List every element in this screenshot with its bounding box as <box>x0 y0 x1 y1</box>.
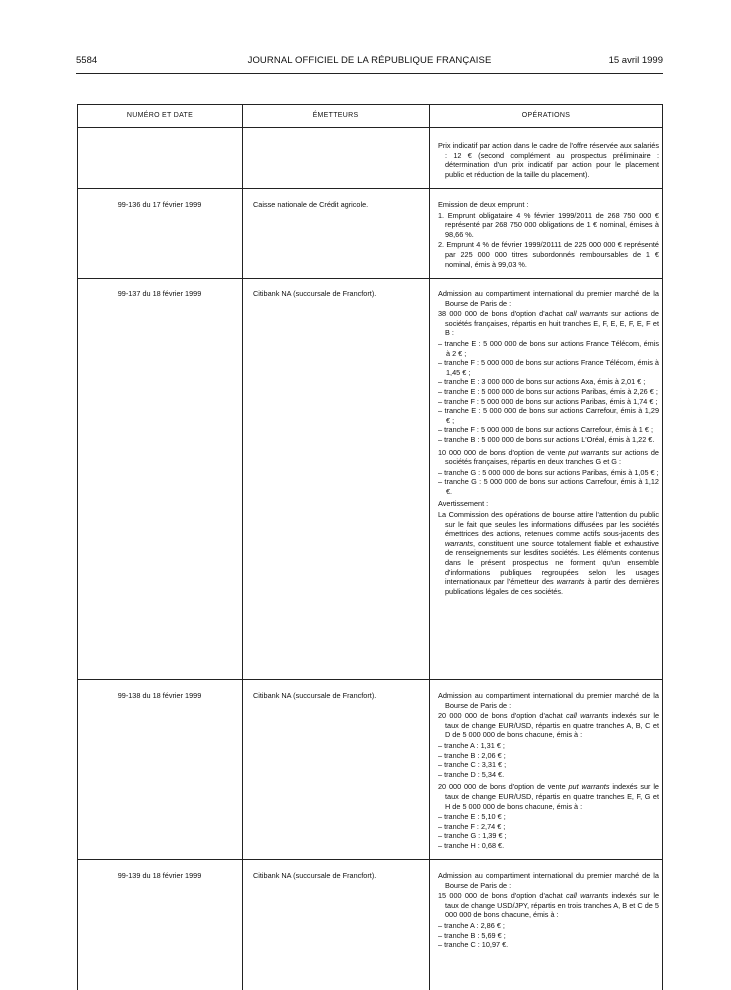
column-header-numero: NUMÉRO ET DATE <box>126 112 194 119</box>
row-number-date: 99-139 du 18 février 1999 <box>117 871 202 880</box>
tranche-item: – tranche C : 10,97 €. <box>438 940 509 950</box>
call-warrants-intro: 20 000 000 de bons d'option d'achat call warrants indexés sur le taux de change EUR/USD, répartis en quatre tranches A, B, C et D de 5 000 000 de bons chacune, émis à : <box>438 711 659 740</box>
call-warrants-intro: 15 000 000 de bons d'option d'achat call warrants indexés sur le taux de change USD/JPY, répartis en trois tranches A, B et C de 5 000 000 de bons chacune, émis à : <box>438 891 659 920</box>
column-header-emetteurs: ÉMETTEURS <box>312 112 359 119</box>
tranche-item: – tranche F : 5 000 000 de bons sur actions Paribas, émis à 1,74 € ; <box>438 396 658 406</box>
row-number-date: 99-137 du 18 février 1999 <box>117 289 202 298</box>
header-rule <box>76 73 663 74</box>
operation-item: 2. Emprunt 4 % de février 1999/20111 de 225 000 000 € représenté par 225 000 000 titres subordonnés remboursables de 1 € nominal, émis à 99,03 %. <box>438 240 659 269</box>
tranche-item: – tranche A : 1,31 € ; <box>438 740 505 750</box>
tranche-item: – tranche A : 2,86 € ; <box>438 920 505 930</box>
row-issuer: Citibank NA (succursale de Francfort). <box>253 871 377 880</box>
row-divider <box>78 679 662 680</box>
row-divider <box>78 188 662 189</box>
warning-text: La Commission des opérations de bourse attire l'attention du public sur le fait que seules les informations diffusées par les sociétés émettrices des actions, retenues comme actifs sous-jacents des warrants, constituent une source totalement fiable et exhaustive de renseignements sur lesdites sociétés. Les éléments contenus dans le présent prospectus ne forment qu'un ensemble d'informations publiques regroupées selon les usages internationaux par l'émetteur des warrants à partir des dernières publications légales de ces sociétés. <box>438 510 660 596</box>
column-divider <box>242 105 243 990</box>
tranche-item: – tranche F : 2,74 € ; <box>438 821 506 831</box>
call-warrants-intro: 38 000 000 de bons d'option d'achat call warrants sur actions de sociétés françaises, répartis en huit tranches E, F, E, E, F, E, F et B : <box>438 309 659 338</box>
column-header-operations: OPÉRATIONS <box>521 112 571 119</box>
row-number-date: 99-138 du 18 février 1999 <box>117 691 202 700</box>
put-warrants-intro: 10 000 000 de bons d'option de vente put warrants sur actions de sociétés françaises, répartis en deux tranches G et G : <box>438 447 659 467</box>
tranche-item: – tranche C : 3,31 € ; <box>438 760 507 770</box>
tranche-item: – tranche B : 2,06 € ; <box>438 750 506 760</box>
column-divider <box>429 105 430 990</box>
put-warrants-intro: 20 000 000 de bons d'option de vente put warrants indexés sur le taux de change EUR/USD, répartis en quatre tranches E, F, G et H de 5 000 000 de bons chacune, émis à : <box>438 782 659 811</box>
table-row <box>438 200 659 270</box>
operation-text: Prix indicatif par action dans le cadre de l'offre réservée aux salariés : 12 € (second complément au prospectus préliminaire : détermination d'un prix indicatif par action pour le placement public et réduction de la taille du placement). <box>438 141 659 179</box>
table-row <box>438 141 659 180</box>
operation-item: 1. Emprunt obligataire 4 % février 1999/2011 de 268 750 000 € représenté par 268 750 000 obligations de 1 € nominal, émises à 98,66 %. <box>438 210 659 239</box>
tranche-item: – tranche E : 3 000 000 de bons sur actions Axa, émis à 2,01 € ; <box>438 377 646 387</box>
tranche-item: – tranche E : 5 000 000 de bons sur actions Carrefour, émis à 1,29 € ; <box>438 406 659 425</box>
table-row <box>438 691 659 851</box>
tranche-item: – tranche G : 1,39 € ; <box>438 831 507 841</box>
tranche-item: – tranche G : 5 000 000 de bons sur actions Paribas, émis à 1,05 € ; <box>438 467 659 477</box>
journal-title: JOURNAL OFFICIEL DE LA RÉPUBLIQUE FRANÇAISE <box>247 55 492 66</box>
issue-date: 15 avril 1999 <box>608 55 663 66</box>
tranche-item: – tranche H : 0,68 €. <box>438 840 505 850</box>
header-divider <box>78 127 662 128</box>
operation-intro: Emission de deux emprunt : <box>438 200 529 209</box>
operations-table <box>77 104 663 990</box>
row-issuer: Caisse nationale de Crédit agricole. <box>253 200 369 209</box>
page-header <box>76 55 663 69</box>
row-number-date: 99-136 du 17 février 1999 <box>117 200 202 209</box>
operation-intro: Admission au compartiment international du premier marché de la Bourse de Paris de : <box>438 871 659 890</box>
page-number: 5584 <box>76 55 98 66</box>
tranche-item: – tranche G : 5 000 000 de bons sur actions Carrefour, émis à 1,12 €. <box>438 477 659 496</box>
operation-intro: Admission au compartiment international du premier marché de la Bourse de Paris de : <box>438 691 659 710</box>
warning-title: Avertissement : <box>438 499 489 509</box>
row-issuer: Citibank NA (succursale de Francfort). <box>253 289 377 298</box>
tranche-item: – tranche E : 5,10 € ; <box>438 812 506 822</box>
tranche-item: – tranche B : 5 000 000 de bons sur actions L'Oréal, émis à 1,22 €. <box>438 434 655 444</box>
row-divider <box>78 859 662 860</box>
row-issuer: Citibank NA (succursale de Francfort). <box>253 691 377 700</box>
tranche-item: – tranche D : 5,34 €. <box>438 769 505 779</box>
tranche-item: – tranche F : 5 000 000 de bons sur actions France Télécom, émis à 1,45 € ; <box>438 358 659 377</box>
operation-intro: Admission au compartiment international du premier marché de la Bourse de Paris de : <box>438 289 659 308</box>
tranche-item: – tranche B : 5,69 € ; <box>438 930 506 940</box>
tranche-item: – tranche F : 5 000 000 de bons sur actions Carrefour, émis à 1 € ; <box>438 425 653 435</box>
tranche-item: – tranche E : 5 000 000 de bons sur actions France Télécom, émis à 2 € ; <box>438 338 659 358</box>
row-divider <box>78 278 662 279</box>
table-row <box>438 871 659 950</box>
table-row <box>438 289 659 597</box>
tranche-item: – tranche E : 5 000 000 de bons sur actions Paribas, émis à 2,26 € ; <box>438 386 658 396</box>
